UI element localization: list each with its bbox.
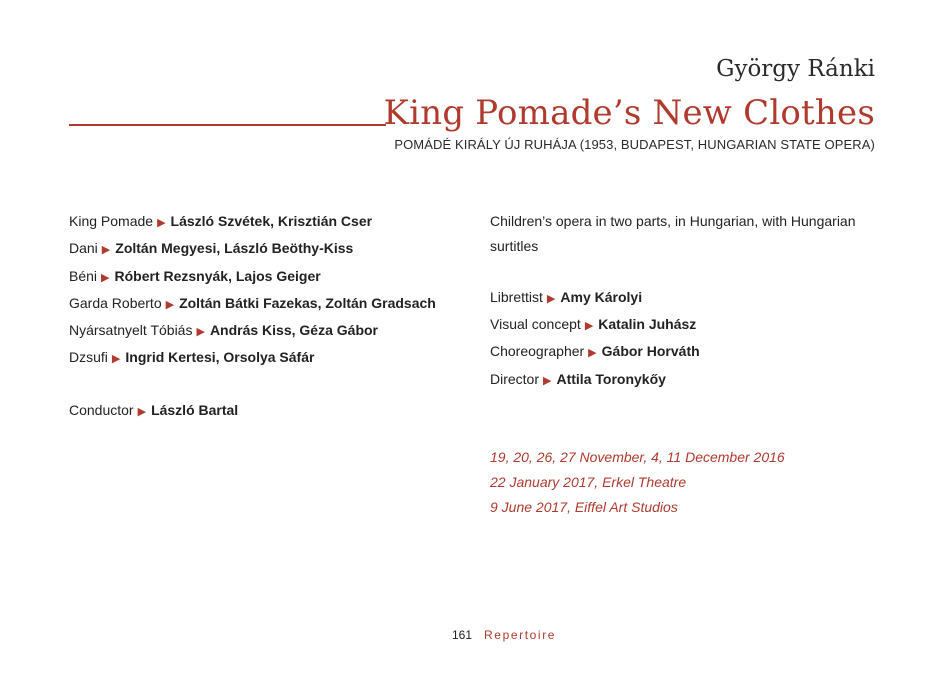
- production-column: [490, 209, 880, 521]
- creative-line: [490, 339, 880, 366]
- creative-line: [490, 285, 880, 312]
- performer-names: Zoltán Megyesi, László Beöthy-Kiss: [115, 240, 354, 257]
- creator-name: Gábor Horváth: [601, 343, 700, 360]
- performer-names: Róbert Rezsnyák, Lajos Geiger: [114, 267, 321, 284]
- triangle-right-icon: ▶: [546, 292, 556, 305]
- creative-line: [490, 367, 880, 394]
- creator-name: Katalin Juhász: [598, 316, 697, 333]
- triangle-right-icon: ▶: [588, 347, 597, 360]
- cast-line: [69, 318, 469, 345]
- role-label: Béni: [69, 267, 98, 284]
- role-label: Director: [490, 370, 540, 387]
- triangle-right-icon: ▶: [101, 271, 110, 284]
- title-rule: [69, 124, 386, 126]
- role-label: Nyársatnyelt Tóbiás: [69, 322, 193, 339]
- performer-names: Ingrid Kertesi, Orsolya Sáfár: [125, 349, 315, 366]
- opera-title: King Pomade’s New Clothes: [383, 93, 875, 133]
- triangle-right-icon: ▶: [137, 406, 147, 419]
- performance-date: 22 January 2017, Erkel Theatre: [490, 473, 687, 490]
- page-footer: [452, 628, 556, 642]
- creator-name: Attila Toronykőy: [556, 370, 666, 387]
- triangle-right-icon: ▶: [584, 320, 594, 333]
- composer-name: György Ránki: [716, 56, 875, 82]
- role-label: Dzsufi: [69, 349, 108, 366]
- role-label: Garda Roberto: [69, 294, 162, 311]
- performance-date: 9 June 2017, Eiffel Art Studios: [490, 499, 678, 516]
- performer-names: András Kiss, Géza Gábor: [209, 322, 378, 339]
- section-name: Repertoire: [484, 628, 557, 642]
- performance-date: 19, 20, 26, 27 November, 4, 11 December 2016: [490, 448, 785, 465]
- triangle-right-icon: ▶: [196, 326, 205, 339]
- role-label: King Pomade: [69, 213, 154, 229]
- cast-line: [69, 291, 469, 318]
- role-label: Librettist: [490, 288, 543, 305]
- cast-line: [69, 209, 469, 236]
- role-label: Visual concept: [490, 316, 581, 333]
- cast-line: [69, 236, 469, 263]
- conductor-line: [69, 398, 469, 425]
- creator-name: Amy Károlyi: [560, 288, 643, 305]
- cast-line: [69, 264, 469, 291]
- triangle-right-icon: ▶: [101, 244, 111, 257]
- opera-subtitle: POMÁDÉ KIRÁLY ÚJ RUHÁJA (1953, BUDAPEST, HUNGARIAN STATE OPERA): [394, 137, 875, 152]
- creative-line: [490, 312, 880, 339]
- performer-names: László Szvétek, Krisztián Cser: [170, 213, 373, 229]
- cast-line: [69, 345, 469, 372]
- triangle-right-icon: ▶: [111, 353, 121, 366]
- opera-description: Children’s opera in two parts, in Hungarian, with Hungarian surtitles: [490, 213, 856, 255]
- performer-names: Zoltán Bátki Fazekas, Zoltán Gradsach: [179, 294, 436, 311]
- role-label: Dani: [69, 240, 98, 257]
- role-label: Conductor: [69, 402, 134, 419]
- performer-names: László Bartal: [151, 402, 239, 419]
- triangle-right-icon: ▶: [165, 298, 175, 311]
- triangle-right-icon: ▶: [157, 217, 166, 229]
- cast-column: [69, 209, 469, 425]
- page-number: 161: [452, 628, 473, 642]
- triangle-right-icon: ▶: [543, 374, 552, 387]
- role-label: Choreographer: [490, 343, 585, 360]
